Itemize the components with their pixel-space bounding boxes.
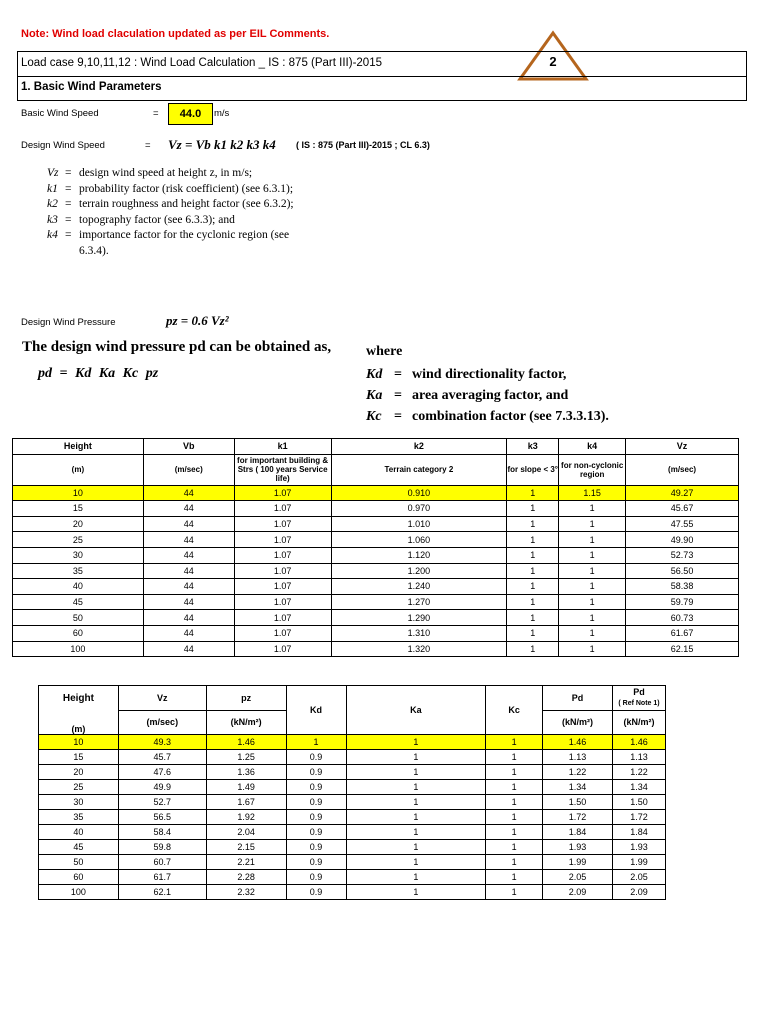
- t1-cell: 60: [13, 625, 144, 641]
- t1-cell: 1: [507, 532, 559, 548]
- t1-head-k2: k2: [331, 439, 507, 455]
- t1-cell: 44: [143, 501, 234, 517]
- t1-cell: 1.320: [331, 641, 507, 657]
- t2-cell: 1: [486, 825, 543, 840]
- t2-cell: 1: [486, 870, 543, 885]
- t2-cell: 1.72: [612, 810, 665, 825]
- t2-row: [39, 750, 666, 765]
- t2-cell: 0.9: [286, 885, 346, 900]
- t1-cell: 1.07: [234, 485, 331, 501]
- wind-speed-table: [12, 438, 739, 657]
- t2-cell: 59.8: [118, 840, 206, 855]
- definition-k2: k2 = terrain roughness and height factor (see 6.3.2);: [47, 198, 294, 210]
- t1-cell: 1.200: [331, 563, 507, 579]
- t1-cell: 44: [143, 485, 234, 501]
- t2-cell: 1: [486, 795, 543, 810]
- t2-cell: 1.99: [543, 855, 613, 870]
- t2-head-kd: Kd: [286, 686, 346, 735]
- pd-formula: pd = Kd Ka Kc pz: [38, 366, 159, 381]
- basic-wind-speed-eq: =: [153, 108, 159, 119]
- t1-cell: 1.290: [331, 610, 507, 626]
- t1-cell: 30: [13, 547, 144, 563]
- t2-cell: 1.34: [612, 780, 665, 795]
- factor-kc: Kc = combination factor (see 7.3.3.13).: [366, 409, 609, 424]
- t1-cell: 1: [507, 594, 559, 610]
- t2-cell: 1.36: [206, 765, 286, 780]
- t2-cell: 1: [346, 870, 486, 885]
- t2-unit-vz: (m/sec): [118, 710, 206, 735]
- t2-head-kc: Kc: [486, 686, 543, 735]
- t2-cell: 52.7: [118, 795, 206, 810]
- revision-number: 2: [549, 54, 557, 69]
- t1-cell: 59.79: [626, 594, 739, 610]
- t2-cell: 0.9: [286, 870, 346, 885]
- t2-cell: 10: [39, 735, 119, 750]
- t2-row: [39, 810, 666, 825]
- basic-wind-speed-value: 44.0: [168, 103, 213, 125]
- definition-k1: k1 = probability factor (risk coefficient) (see 6.3.1);: [47, 182, 294, 195]
- t1-cell: 44: [143, 547, 234, 563]
- t1-cell: 1: [559, 501, 626, 517]
- t1-desc-k2: Terrain category 2: [331, 454, 507, 485]
- t1-head-height: Height: [13, 439, 144, 455]
- design-wind-speed-ref: ( IS : 875 (Part III)-2015 ; CL 6.3): [296, 140, 430, 150]
- t1-cell: 1: [559, 516, 626, 532]
- t2-cell: 50: [39, 855, 119, 870]
- t2-cell: 1.72: [543, 810, 613, 825]
- t1-cell: 61.67: [626, 625, 739, 641]
- t1-cell: 1.07: [234, 641, 331, 657]
- t1-cell: 1.07: [234, 579, 331, 595]
- t2-cell: 45.7: [118, 750, 206, 765]
- t2-cell: 1.67: [206, 795, 286, 810]
- t2-head-vz: Vz: [118, 686, 206, 711]
- t2-row: [39, 780, 666, 795]
- t1-row: [13, 547, 739, 563]
- t1-cell: 1.07: [234, 547, 331, 563]
- t2-cell: 1: [486, 765, 543, 780]
- t2-cell: 49.3: [118, 735, 206, 750]
- t1-unit-height: (m): [13, 454, 144, 485]
- t2-cell: 15: [39, 750, 119, 765]
- t2-cell: 47.6: [118, 765, 206, 780]
- t1-cell: 58.38: [626, 579, 739, 595]
- t2-cell: 1.49: [206, 780, 286, 795]
- t1-row: [13, 532, 739, 548]
- t2-unit-pz: (kN/m²): [206, 710, 286, 735]
- t2-cell: 2.15: [206, 840, 286, 855]
- t2-unit-pd: (kN/m²): [543, 710, 613, 735]
- t1-cell: 44: [143, 610, 234, 626]
- t2-cell: 1: [346, 855, 486, 870]
- t2-cell: 0.9: [286, 750, 346, 765]
- t2-cell: 2.05: [612, 870, 665, 885]
- t1-cell: 1.120: [331, 547, 507, 563]
- t1-cell: 1.240: [331, 579, 507, 595]
- basic-wind-speed-label: Basic Wind Speed: [21, 108, 99, 119]
- t2-cell: 1: [486, 780, 543, 795]
- t1-cell: 1.07: [234, 516, 331, 532]
- t1-cell: 1.270: [331, 594, 507, 610]
- t2-cell: 1.92: [206, 810, 286, 825]
- definition-k4: k4 = importance factor for the cyclonic region (see 6.3.4).: [47, 229, 290, 257]
- t1-cell: 49.90: [626, 532, 739, 548]
- t2-cell: 1: [346, 885, 486, 900]
- t2-cell: 2.09: [543, 885, 613, 900]
- pd-description: The design wind pressure pd can be obtained as,: [22, 339, 332, 355]
- t2-cell: 1: [286, 735, 346, 750]
- t1-cell: 10: [13, 485, 144, 501]
- t1-cell: 1: [559, 547, 626, 563]
- t2-cell: 60.7: [118, 855, 206, 870]
- t2-cell: 1: [486, 840, 543, 855]
- t1-cell: 1.07: [234, 610, 331, 626]
- factor-list: [366, 364, 609, 427]
- t2-cell: 1.93: [543, 840, 613, 855]
- factor-ka: Ka = area averaging factor, and: [366, 388, 569, 403]
- t1-cell: 0.970: [331, 501, 507, 517]
- t2-head-ka: Ka: [346, 686, 486, 735]
- t1-cell: 45: [13, 594, 144, 610]
- t2-cell: 1.13: [543, 750, 613, 765]
- t2-cell: 49.9: [118, 780, 206, 795]
- t2-head-height: Height: [39, 686, 119, 711]
- t2-cell: 1.22: [612, 765, 665, 780]
- t2-cell: 1: [486, 750, 543, 765]
- t2-row: [39, 885, 666, 900]
- t1-cell: 62.15: [626, 641, 739, 657]
- t2-cell: 2.28: [206, 870, 286, 885]
- t1-row: [13, 501, 739, 517]
- t1-cell: 20: [13, 516, 144, 532]
- t2-cell: 1: [346, 825, 486, 840]
- design-wind-pressure-formula: pz = 0.6 Vz²: [166, 313, 229, 328]
- t1-cell: 40: [13, 579, 144, 595]
- note-text: Note: Wind load claculation updated as per EIL Comments.: [21, 28, 330, 40]
- t2-cell: 1.84: [612, 825, 665, 840]
- t1-unit-vz: (m/sec): [626, 454, 739, 485]
- t2-cell: 0.9: [286, 795, 346, 810]
- definition-vz: Vz = design wind speed at height z, in m/s;: [47, 167, 253, 179]
- t1-cell: 1: [559, 610, 626, 626]
- design-wind-speed-label: Design Wind Speed: [21, 140, 105, 151]
- t1-cell: 1: [559, 563, 626, 579]
- t1-cell: 50: [13, 610, 144, 626]
- t1-cell: 1: [559, 532, 626, 548]
- t1-cell: 1.010: [331, 516, 507, 532]
- t1-cell: 44: [143, 579, 234, 595]
- t2-row: [39, 765, 666, 780]
- t1-cell: 52.73: [626, 547, 739, 563]
- t1-cell: 15: [13, 501, 144, 517]
- t1-cell: 1.07: [234, 532, 331, 548]
- t2-cell: 1.13: [612, 750, 665, 765]
- t2-cell: 1: [486, 810, 543, 825]
- t1-head-vz: Vz: [626, 439, 739, 455]
- t1-head-vb: Vb: [143, 439, 234, 455]
- t1-desc-k4: for non-cyclonic region: [559, 454, 626, 485]
- t2-cell: 0.9: [286, 765, 346, 780]
- t2-cell: 1: [486, 855, 543, 870]
- t1-row: [13, 641, 739, 657]
- t1-cell: 1: [559, 625, 626, 641]
- design-wind-speed-formula: Vz = Vb k1 k2 k3 k4: [168, 137, 276, 152]
- t2-cell: 2.21: [206, 855, 286, 870]
- t2-head-pd-note: Pd ( Ref Note 1): [612, 686, 665, 711]
- t1-cell: 100: [13, 641, 144, 657]
- t1-row: [13, 625, 739, 641]
- t2-row: [39, 840, 666, 855]
- t1-cell: 1: [507, 563, 559, 579]
- t1-cell: 0.910: [331, 485, 507, 501]
- t1-cell: 1: [559, 594, 626, 610]
- t2-cell: 2.05: [543, 870, 613, 885]
- t1-cell: 1.310: [331, 625, 507, 641]
- t1-cell: 44: [143, 625, 234, 641]
- t2-cell: 1: [346, 750, 486, 765]
- t2-cell: 1.50: [543, 795, 613, 810]
- t2-cell: 1.22: [543, 765, 613, 780]
- t1-cell: 1.060: [331, 532, 507, 548]
- t2-cell: 1: [486, 885, 543, 900]
- t1-cell: 44: [143, 594, 234, 610]
- t1-cell: 1.07: [234, 501, 331, 517]
- t1-row: [13, 579, 739, 595]
- t2-cell: 1.34: [543, 780, 613, 795]
- t1-head-k4: k4: [559, 439, 626, 455]
- t1-cell: 1: [507, 610, 559, 626]
- t1-cell: 47.55: [626, 516, 739, 532]
- t1-cell: 1: [507, 547, 559, 563]
- t1-cell: 1: [507, 579, 559, 595]
- t1-row: [13, 594, 739, 610]
- t2-cell: 1.93: [612, 840, 665, 855]
- t2-cell: 2.04: [206, 825, 286, 840]
- section-title: 1. Basic Wind Parameters: [21, 81, 162, 93]
- t2-row: [39, 735, 666, 750]
- t2-cell: 1.46: [206, 735, 286, 750]
- t2-cell: 2.09: [612, 885, 665, 900]
- t2-cell: 60: [39, 870, 119, 885]
- t2-cell: 1.84: [543, 825, 613, 840]
- t2-cell: 1.25: [206, 750, 286, 765]
- t1-row: [13, 485, 739, 501]
- t1-cell: 1: [559, 579, 626, 595]
- t1-cell: 1: [507, 485, 559, 501]
- t1-cell: 45.67: [626, 501, 739, 517]
- t1-unit-vb: (m/sec): [143, 454, 234, 485]
- factor-kd: Kd = wind directionality factor,: [366, 367, 567, 382]
- t2-unit-height: (m): [39, 710, 119, 735]
- t2-cell: 0.9: [286, 840, 346, 855]
- t2-cell: 58.4: [118, 825, 206, 840]
- design-wind-pressure-label: Design Wind Pressure: [21, 317, 116, 328]
- t1-cell: 1: [507, 516, 559, 532]
- definition-k3: k3 = topography factor (see 6.3.3); and: [47, 213, 235, 226]
- t2-unit-pd2: (kN/m²): [612, 710, 665, 735]
- t1-cell: 1.07: [234, 625, 331, 641]
- t1-head-k3: k3: [507, 439, 559, 455]
- t1-cell: 44: [143, 641, 234, 657]
- t2-cell: 0.9: [286, 780, 346, 795]
- t1-cell: 1: [507, 501, 559, 517]
- t2-cell: 1.46: [543, 735, 613, 750]
- t1-cell: 49.27: [626, 485, 739, 501]
- t2-head-pz: pz: [206, 686, 286, 711]
- design-wind-speed-eq: =: [145, 140, 151, 151]
- t1-cell: 1: [559, 641, 626, 657]
- t2-cell: 1: [346, 795, 486, 810]
- t1-row: [13, 610, 739, 626]
- t2-cell: 1: [346, 810, 486, 825]
- t2-cell: 0.9: [286, 810, 346, 825]
- t2-row: [39, 825, 666, 840]
- t2-cell: 56.5: [118, 810, 206, 825]
- load-case-title: Load case 9,10,11,12 : Wind Load Calculation _ IS : 875 (Part III)-2015: [21, 57, 382, 69]
- t1-cell: 44: [143, 563, 234, 579]
- t1-head-k1: k1: [234, 439, 331, 455]
- t1-cell: 60.73: [626, 610, 739, 626]
- t1-cell: 1.07: [234, 563, 331, 579]
- t1-cell: 1.07: [234, 594, 331, 610]
- t2-cell: 30: [39, 795, 119, 810]
- t2-head-pd: Pd: [543, 686, 613, 711]
- t1-cell: 25: [13, 532, 144, 548]
- t1-cell: 44: [143, 532, 234, 548]
- t2-cell: 1: [346, 780, 486, 795]
- t1-cell: 35: [13, 563, 144, 579]
- t1-cell: 44: [143, 516, 234, 532]
- t2-cell: 62.1: [118, 885, 206, 900]
- t2-cell: 25: [39, 780, 119, 795]
- wind-pressure-table: [38, 685, 666, 900]
- t2-cell: 1: [346, 735, 486, 750]
- t1-cell: 56.50: [626, 563, 739, 579]
- t1-cell: 1.15: [559, 485, 626, 501]
- t1-row: [13, 563, 739, 579]
- t1-desc-k3: for slope < 3°: [507, 454, 559, 485]
- t2-cell: 1.99: [612, 855, 665, 870]
- t2-row: [39, 870, 666, 885]
- t2-cell: 40: [39, 825, 119, 840]
- t2-cell: 45: [39, 840, 119, 855]
- where-label: where: [366, 344, 403, 359]
- t2-cell: 20: [39, 765, 119, 780]
- t1-row: [13, 516, 739, 532]
- definition-list: [47, 166, 319, 259]
- t2-cell: 2.32: [206, 885, 286, 900]
- t2-cell: 61.7: [118, 870, 206, 885]
- t1-desc-k1: for important building & Strs ( 100 years Service life): [234, 454, 331, 485]
- t2-cell: 1: [346, 765, 486, 780]
- t2-cell: 100: [39, 885, 119, 900]
- t2-cell: 35: [39, 810, 119, 825]
- t2-row: [39, 795, 666, 810]
- t2-cell: 1.46: [612, 735, 665, 750]
- basic-wind-speed-unit: m/s: [214, 108, 230, 119]
- t2-cell: 0.9: [286, 855, 346, 870]
- t2-cell: 1: [486, 735, 543, 750]
- t2-cell: 1: [346, 840, 486, 855]
- t2-row: [39, 855, 666, 870]
- t1-cell: 1: [507, 625, 559, 641]
- t2-cell: 1.50: [612, 795, 665, 810]
- t1-cell: 1: [507, 641, 559, 657]
- t2-cell: 0.9: [286, 825, 346, 840]
